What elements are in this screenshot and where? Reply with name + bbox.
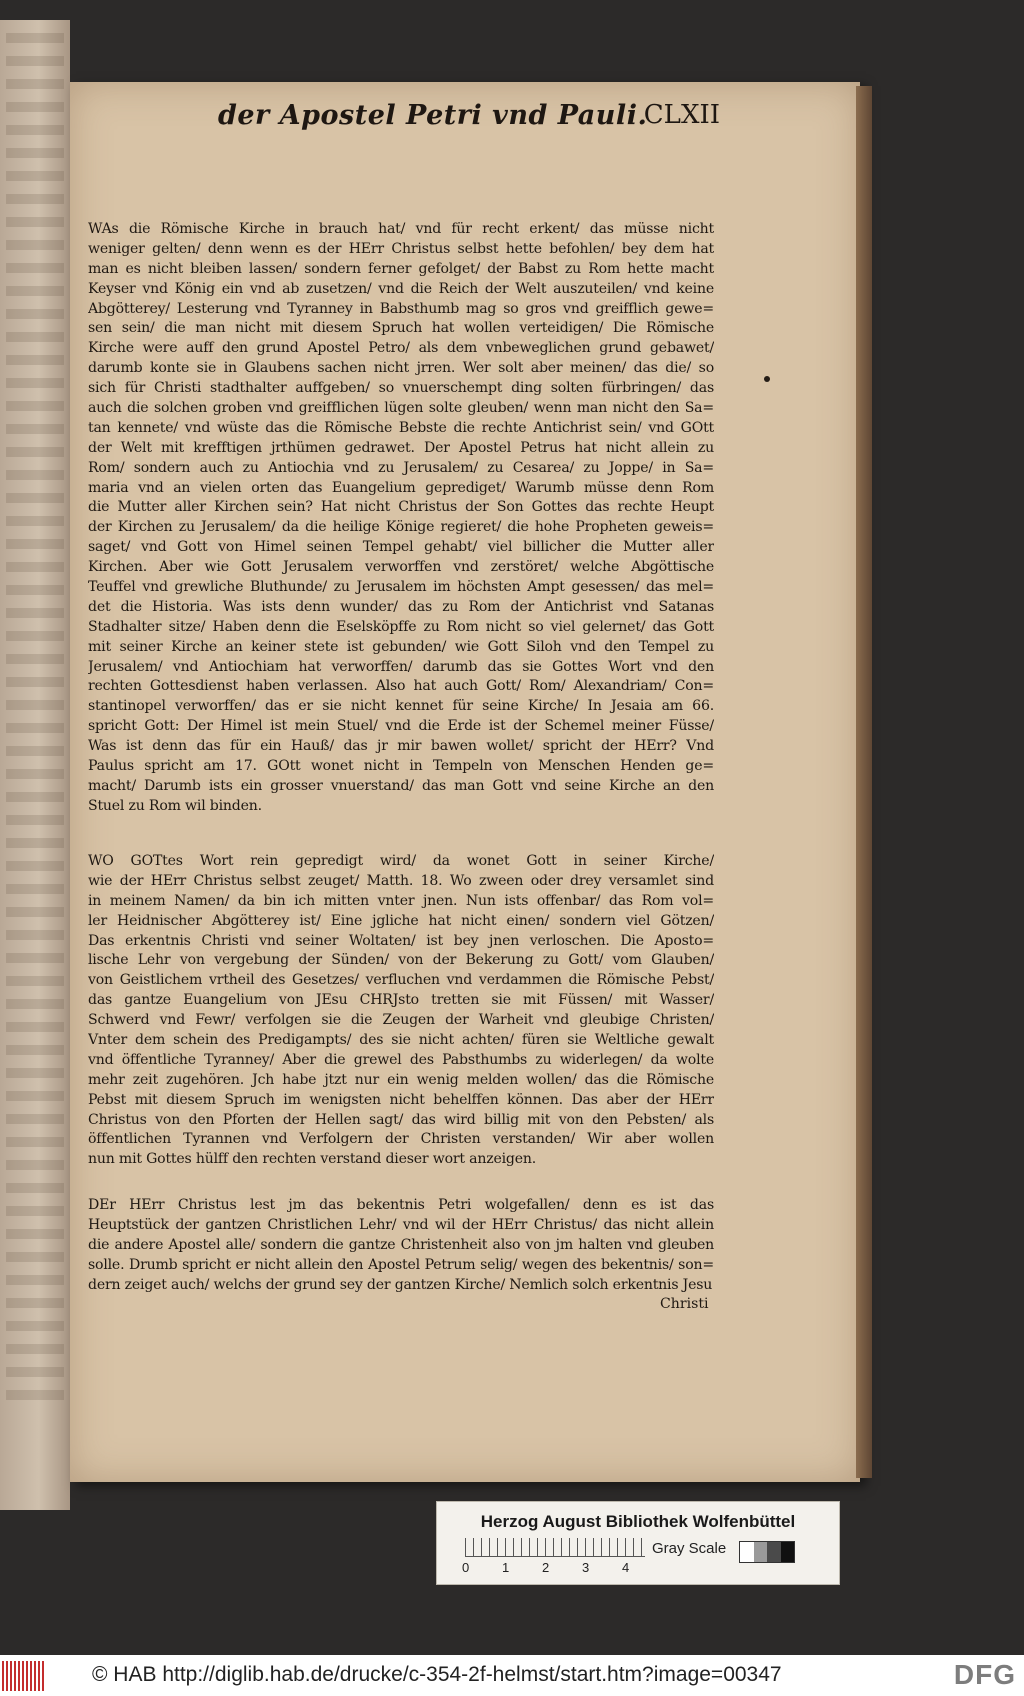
text-line: Vnter dem schein des Predigampts/ des sie nicht achten/ füren sie Weltliche gewalt: [88, 1032, 714, 1049]
hab-logo-icon: [2, 1661, 46, 1691]
bleed-through-line: [6, 171, 64, 181]
bleed-through-line: [6, 355, 64, 365]
bleed-through-line: [6, 1321, 64, 1331]
bleed-through-line: [6, 56, 64, 66]
ruler-ticks: [465, 1538, 645, 1557]
bleed-through-line: [6, 976, 64, 986]
bleed-through-line: [6, 792, 64, 802]
ruler-number: 3: [582, 1560, 590, 1575]
text-line: rechten Gottesdienst haben verlassen. Also hat auch Gott/ Rom/ Alexandriam/ Con=: [88, 678, 714, 695]
bleed-through-line: [6, 286, 64, 296]
bleed-through-line: [6, 838, 64, 848]
bleed-through-line: [6, 654, 64, 664]
bleed-through-line: [6, 1045, 64, 1055]
text-line: wie der HErr Christus selbst zeuget/ Matth. 18. Wo zween oder drey versamlet sind: [88, 872, 714, 889]
bleed-through-line: [6, 194, 64, 204]
bleed-through-line: [6, 930, 64, 940]
text-line: solle. Drumb spricht er nicht allein den Apostel Petrum selig/ wegen des bekentnis/ son=: [88, 1256, 714, 1273]
text-line: stantinopel verworffen/ das er sie nicht kennet für seine Kirche/ In Jesaia am 66.: [88, 698, 714, 715]
text-line: Jerusalem/ vnd Antiochiam hat verworffen/ darumb das sie Gottes Wort vnd den: [88, 658, 714, 675]
text-line: öffentlichen Tyrannen vnd Verfolgern der Christen verstanden/ Wir aber wollen: [88, 1131, 714, 1148]
bleed-through-line: [6, 907, 64, 917]
bleed-through-line: [6, 953, 64, 963]
running-head: [150, 100, 720, 140]
bleed-through-line: [6, 769, 64, 779]
bleed-through-line: [6, 240, 64, 250]
text-line: ler Heidnischer Abgötterey ist/ Eine jgliche hat nicht einen/ sondern viel Götzen/: [88, 912, 714, 929]
bleed-through-line: [6, 999, 64, 1009]
bleed-through-line: [6, 447, 64, 457]
bleed-through-line: [6, 263, 64, 273]
text-line: die Mutter aller Kirchen sein? Hat nicht Christus der Son Gottes das rechte Heupt: [88, 499, 714, 516]
text-line: sen sein/ die man nicht mit diesem Spruch hat wollen verteidigen/ Die Römische: [88, 320, 714, 337]
text-line: darumb konte sie in Glaubens sachen nicht jrren. Wer solt aber meinen/ das die/ so: [88, 360, 714, 377]
footer-link[interactable]: © HAB http://diglib.hab.de/drucke/c-354-2f-helmst/start.htm?image=00347: [92, 1663, 782, 1686]
text-line: Was ist denn das für ein Hauß/ das jr mir bawen wollet/ spricht der HErr? Vnd: [88, 738, 714, 755]
ruler-number: 2: [542, 1560, 550, 1575]
page-fore-edge: [856, 86, 872, 1478]
bleed-through-line: [6, 1022, 64, 1032]
bleed-through-line: [6, 470, 64, 480]
text-line: macht/ Darumb ists ein grosser vnuerstand/ das man Gott vnd seine Kirche an den: [88, 777, 714, 794]
bleed-through-line: [6, 1252, 64, 1262]
bleed-through-line: [6, 562, 64, 572]
text-line: der Welt mit krefftigen jrthümen gedrawet. Der Apostel Petrus hat nicht allein zu: [88, 439, 714, 456]
bleed-through-line: [6, 1275, 64, 1285]
bleed-through-line: [6, 33, 64, 43]
text-line: Das erkentnis Christi vnd seiner Woltaten/ ist bey jnen verloschen. Die Aposto=: [88, 932, 714, 949]
bleed-through-line: [6, 1344, 64, 1354]
bleed-through-line: [6, 631, 64, 641]
text-line: vnd öffentliche Tyranney/ Aber die grewel des Pabsthumbs zu widerlegen/ da wolte: [88, 1051, 714, 1068]
text-line: Schwerd vnd Fewr/ verfolgen sie die Zeugen der Warheit vnd gleubige Christen/: [88, 1012, 714, 1029]
text-line: Kirche were auff den grund Apostel Petro/ als dem vnbeweglichen grund gebawet/: [88, 340, 714, 357]
bleed-through-line: [6, 401, 64, 411]
scale-ruler: [462, 1538, 665, 1575]
bleed-through-line: [6, 1390, 64, 1400]
text-line: det die Historia. Was ists denn wunder/ das zu Rom der Antichrist vnd Satanas: [88, 598, 714, 615]
bleed-through-line: [6, 815, 64, 825]
text-line: die andere Apostel alle/ sondern die gantze Christenheit also von jm halten vnd gleuben: [88, 1236, 714, 1253]
bleed-through-line: [6, 125, 64, 135]
bleed-through-line: [6, 1160, 64, 1170]
text-line: in meinem Namen/ da bin ich mitten vnter jnen. Nun ists offenbar/ das Rom vol=: [88, 892, 714, 909]
bleed-through-line: [6, 585, 64, 595]
footer-bar: [0, 1655, 1024, 1696]
text-line: weniger gelten/ denn wenn es der HErr Christus selbst hette befohlen/ bey dem hat: [88, 240, 714, 257]
text-line: saget/ vnd Gott von Himel seinen Tempel gehabt/ viel billicher die Mutter aller: [88, 539, 714, 556]
folio-number: CLXII: [643, 100, 720, 130]
bleed-through-line: [6, 1206, 64, 1216]
bleed-through-line: [6, 677, 64, 687]
bleed-through-line: [6, 79, 64, 89]
bleed-through-line: [6, 861, 64, 871]
bleed-through-line: [6, 746, 64, 756]
text-line: Pebst mit diesem Spruch im wenigsten nicht behelffen können. Das aber der HErr: [88, 1091, 714, 1108]
bleed-through-line: [6, 539, 64, 549]
text-line: dern zeiget auch/ welchs der grund sey der gantzen Kirche/ Nemlich solch erkentnis Jesu: [88, 1276, 713, 1293]
ruler-number: 0: [462, 1560, 470, 1575]
paragraph-1: [88, 220, 714, 817]
paragraph-2: [88, 852, 714, 1170]
ruler-number: 4: [622, 1560, 630, 1575]
dfg-logo: DFG: [953, 1659, 1016, 1690]
bleed-through-line: [6, 148, 64, 158]
bleed-through-line: [6, 1114, 64, 1124]
running-head-title: der Apostel Petri vnd Pauli.: [218, 100, 648, 131]
ink-spot: [764, 376, 770, 382]
bleed-through-line: [6, 1137, 64, 1147]
bleed-through-line: [6, 608, 64, 618]
bleed-through-line: [6, 723, 64, 733]
ruler-numbers: [462, 1560, 665, 1576]
bleed-through-line: [6, 309, 64, 319]
text-line: der Kirchen zu Jerusalem/ da die heilige Könige regieret/ die hohe Propheten geweis=: [88, 519, 714, 536]
previous-page-edge: [0, 20, 70, 1510]
text-line: Keyser vnd König ein vnd ab zusetzen/ vnd die Reich der Welt auszuteilen/ vnd keine: [88, 280, 714, 297]
gray-swatch: [740, 1542, 754, 1562]
ruler-number: 1: [502, 1560, 510, 1575]
text-line: tan kennete/ vnd wüste das die Römische Bebste die rechte Antichrist sein/ vnd GOtt: [88, 419, 714, 436]
text-line: maria vnd an vielen orten das Euangelium geprediget/ Warumb müsse denn Rom: [88, 479, 714, 496]
bleed-through-line: [6, 102, 64, 112]
bleed-through-line: [6, 378, 64, 388]
text-line: DEr HErr Christus lest jm das bekentnis Petri wolgefallen/ denn es ist das: [88, 1197, 714, 1213]
text-line: das gantze Euangelium von JEsu CHRJsto tretten sie mit Füssen/ mit Wasser/: [88, 992, 714, 1009]
text-line: Stadhalter sitze/ Haben denn die Eselsköpffe zu Rom nicht so viel gelernet/ das Gott: [88, 618, 714, 635]
bleed-through-line: [6, 1091, 64, 1101]
text-line: Teuffel vnd grewliche Bluthunde/ zu Jerusalem im höchsten Ampt gesessen/ das mel=: [88, 579, 714, 596]
text-line: Stuel zu Rom wil binden.: [88, 797, 262, 814]
text-line: von Geistlichem vrtheil des Gesetzes/ verfluchen vnd verdammen die Römische Pebst/: [88, 972, 714, 989]
gray-scale-swatches: [739, 1541, 795, 1563]
text-line: spricht Gott: Der Himel ist mein Stuel/ vnd die Erde ist der Schemel meiner Füsse/: [88, 718, 714, 735]
text-line: Paulus spricht am 17. GOtt wonet nicht in Tempeln von Menschen Henden ge=: [88, 758, 714, 775]
bleed-through-line: [6, 493, 64, 503]
text-line: Heuptstück der gantzen Christlichen Lehr/ vnd wil der HErr Christus/ das nicht allein: [88, 1216, 714, 1233]
text-line: Kirchen. Aber wie Gott Jerusalem verworffen vnd zerstöret/ welche Abgöttische: [88, 559, 714, 576]
text-line: Christus von den Pforten der Hellen sagt/ das wird billig mit von den Pebsten/ als: [88, 1111, 714, 1128]
bleed-through-line: [6, 884, 64, 894]
text-line: man es nicht bleiben lassen/ sondern ferner gefolget/ der Babst zu Rom hette macht: [88, 260, 714, 277]
text-line: nun mit Gottes hülff den rechten verstand dieser wort anzeigen.: [88, 1151, 537, 1168]
bleed-through-line: [6, 1183, 64, 1193]
bleed-through-line: [6, 700, 64, 710]
text-line: Rom/ sondern auch zu Antiochia vnd zu Jerusalem/ zu Cesarea/ zu Joppe/ in Sa=: [88, 459, 714, 476]
bleed-through-line: [6, 1229, 64, 1239]
gray-scale-label: Gray Scale: [652, 1540, 727, 1557]
bleed-through-line: [6, 424, 64, 434]
text-line: mehr zeit zugehören. Jch habe jtzt nur ein wenig melden wollen/ das die Römische: [88, 1071, 714, 1088]
bleed-through-line: [6, 1367, 64, 1377]
bleed-through-line: [6, 1298, 64, 1308]
text-line: mit seiner Kirche an keiner stete ist gebunden/ wie Gott Siloh vnd den Tempel zu: [88, 638, 714, 655]
color-calibration-bar: [437, 1502, 839, 1584]
gray-swatch: [781, 1542, 795, 1562]
text-line: sich für Christi stadthalter auffgeben/ so vnuerschempt ding solten fürbringen/ das: [88, 380, 714, 397]
text-line: Abgötterey/ Lesterung vnd Tyranney in Babsthumb mag so gros vnd greifflich gewe=: [88, 300, 714, 317]
paragraph-3: [88, 1196, 714, 1295]
gray-swatch: [754, 1542, 768, 1562]
gray-swatch: [767, 1542, 781, 1562]
text-line: WAs die Römische Kirche in brauch hat/ vnd für recht erkent/ das müsse nicht: [88, 221, 714, 237]
library-name: Herzog August Bibliothek Wolfenbüttel: [480, 1512, 796, 1531]
text-line: WO GOTtes Wort rein gepredigt wird/ da wonet Gott in seiner Kirche/: [88, 853, 714, 869]
bleed-through-line: [6, 1068, 64, 1078]
bleed-through-line: [6, 217, 64, 227]
text-line: lische Lehr von vergebung der Sünden/ von der Bekerung zu Gott/ vom Glauben/: [88, 952, 714, 969]
bleed-through-line: [6, 516, 64, 526]
text-line: auch die solchen groben vnd greifflichen lügen solte gleuben/ wenn man nicht den Sa=: [88, 400, 714, 417]
catchword: Christi: [660, 1296, 709, 1312]
bleed-through-line: [6, 332, 64, 342]
